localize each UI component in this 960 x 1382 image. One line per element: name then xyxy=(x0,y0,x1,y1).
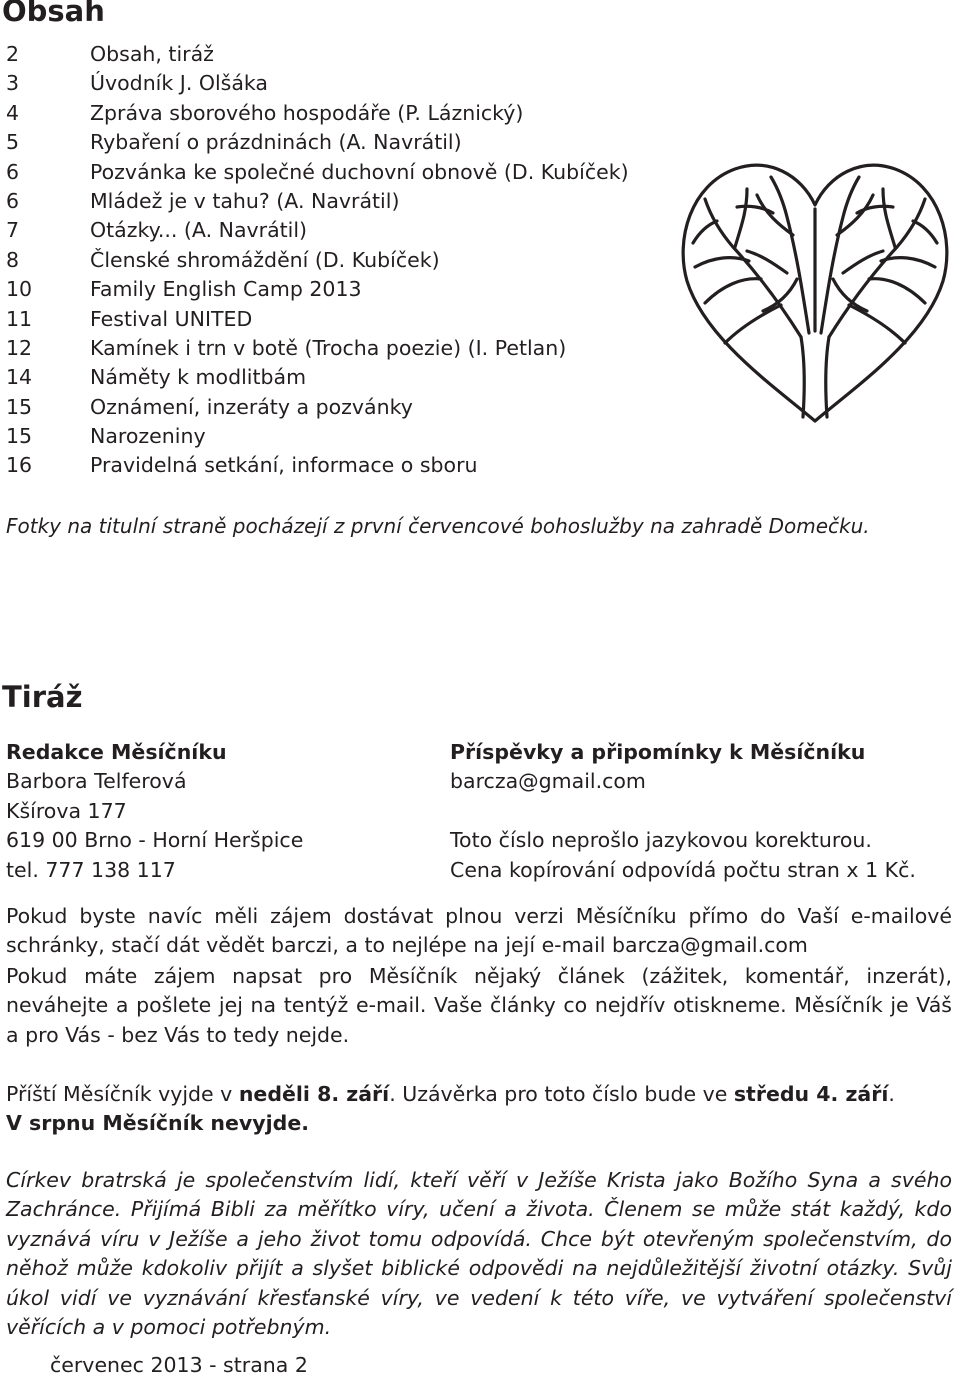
heart-tree-illustration xyxy=(677,155,953,427)
toc-item xyxy=(6,158,629,187)
toc-entry: Pravidelná setkání, informace o sboru xyxy=(90,453,478,478)
toc-item xyxy=(6,393,629,422)
toc-entry: Náměty k modlitbám xyxy=(90,365,307,390)
toc-entry: Oznámení, inzeráty a pozvánky xyxy=(90,394,413,419)
editor-block xyxy=(6,738,303,885)
spacer xyxy=(450,797,916,826)
toc-page: 4 xyxy=(6,100,20,125)
toc-entry: Otázky... (A. Navrátil) xyxy=(90,218,308,243)
toc-item xyxy=(6,363,629,392)
toc-list xyxy=(6,40,629,481)
toc-item xyxy=(6,305,629,334)
toc-item xyxy=(6,69,629,98)
church-statement: Církev bratrská je společenstvím lidí, kteří věří v Ježíše Krista jako Božího Syna a svého Zachránce. Přijímá Bibli za měřítko víry, učení a života. Členem se může stát každý, kdo vyznává víru v Ježíše a jeho život tomu odpovídá. Chce být otevřeným společenstvím, do něhož může kdokoliv přijít a slyšet biblické odpovědi na nejdůležitější životní otázky. Svůj úkol vidí ve vyznávání křesťanské víry, ve vedení k této víře, ve vytváření společenství věřících a v pomoci potřebným. xyxy=(6,1168,952,1340)
toc-item xyxy=(6,451,629,480)
toc-page: 6 xyxy=(6,159,20,184)
toc-entry: Obsah, tiráž xyxy=(90,42,214,66)
contributions-block xyxy=(450,738,916,885)
toc-entry: Pozvánka ke společné duchovní obnově (D. Kubíček) xyxy=(90,159,629,184)
imprint-title: Tiráž xyxy=(2,680,83,714)
email-subscription-paragraph: Pokud byste navíc měli zájem dostávat plnou verzi Měsíčníku přímo do Vaší e-mailové schránky, stačí dát vědět barczi, a to nejlépe na její e-mail barcza@gmail.com xyxy=(6,904,952,958)
editor-name: Barbora Telferová xyxy=(6,769,187,794)
toc-page: 14 xyxy=(6,365,33,390)
toc-page: 10 xyxy=(6,277,33,302)
toc-page: 12 xyxy=(6,335,33,360)
toc-item xyxy=(6,187,629,216)
toc-item xyxy=(6,128,629,157)
toc-page: 2 xyxy=(6,42,20,66)
page-footer: červenec 2013 - strana 2 xyxy=(50,1353,308,1377)
write-article-paragraph: Pokud máte zájem napsat pro Měsíčník nějaký článek (zážitek, komentář, inzerát), neváhejte a pošlete jej na tentýž e-mail. Vaše články co nejdřív otiskneme. Měsíčník je Váš a pro Vás - bez Vás to tedy nejde. xyxy=(6,964,952,1047)
toc-item xyxy=(6,422,629,451)
toc-page: 6 xyxy=(6,188,20,213)
toc-entry: Zpráva sborového hospodáře (P. Láznický) xyxy=(90,100,524,125)
toc-item xyxy=(6,216,629,245)
toc-entry: Rybaření o prázdninách (A. Navrátil) xyxy=(90,130,462,155)
editor-street: Kšírova 177 xyxy=(6,798,127,823)
toc-page: 11 xyxy=(6,306,33,331)
august-notice: V srpnu Měsíčník nevyjde. xyxy=(6,1111,310,1136)
toc-page: 3 xyxy=(6,71,20,96)
toc-item xyxy=(6,40,629,69)
toc-entry: Členské shromáždění (D. Kubíček) xyxy=(90,247,440,272)
editor-city: 619 00 Brno - Horní Heršpice xyxy=(6,828,304,853)
toc-entry: Úvodník J. Olšáka xyxy=(90,71,268,96)
toc-entry: Kamínek i trn v botě (Trocha poezie) (I. Petlan) xyxy=(90,335,567,360)
toc-page: 16 xyxy=(6,453,33,478)
copy-price-note: Cena kopírování odpovídá počtu stran x 1 Kč. xyxy=(450,857,916,882)
editor-heading: Redakce Měsíčníku xyxy=(6,740,227,764)
toc-entry: Narozeniny xyxy=(90,424,206,449)
next-issue-text: Příští Měsíčník vyjde v xyxy=(6,1082,239,1106)
contributions-heading: Příspěvky a připomínky k Měsíčníku xyxy=(450,740,866,764)
toc-page: 15 xyxy=(6,424,33,449)
toc-page: 5 xyxy=(6,130,20,155)
toc-item xyxy=(6,99,629,128)
toc-entry: Family English Camp 2013 xyxy=(90,277,362,302)
toc-entry: Festival UNITED xyxy=(90,306,253,331)
deadline-date: středu 4. září xyxy=(733,1082,889,1106)
proofreading-note: Toto číslo neprošlo jazykovou korekturou. xyxy=(450,828,872,853)
toc-item xyxy=(6,275,629,304)
toc-page: 8 xyxy=(6,247,20,272)
contributions-email: barcza@gmail.com xyxy=(450,769,646,794)
toc-page: 15 xyxy=(6,394,33,419)
toc-title: Obsah xyxy=(2,0,105,28)
toc-item xyxy=(6,334,629,363)
next-issue-date: neděli 8. září xyxy=(238,1082,390,1106)
next-issue-paragraph xyxy=(6,1080,952,1139)
toc-page: 7 xyxy=(6,218,20,243)
toc-item xyxy=(6,246,629,275)
editor-phone: tel. 777 138 117 xyxy=(6,857,176,882)
next-issue-text: . Uzávěrka pro toto číslo bude ve xyxy=(389,1082,734,1106)
toc-entry: Mládež je v tahu? (A. Navrátil) xyxy=(90,188,400,213)
next-issue-text: . xyxy=(888,1082,895,1106)
cover-photo-caption: Fotky na titulní straně pocházejí z první červencové bohoslužby na zahradě Domečku. xyxy=(6,514,870,538)
